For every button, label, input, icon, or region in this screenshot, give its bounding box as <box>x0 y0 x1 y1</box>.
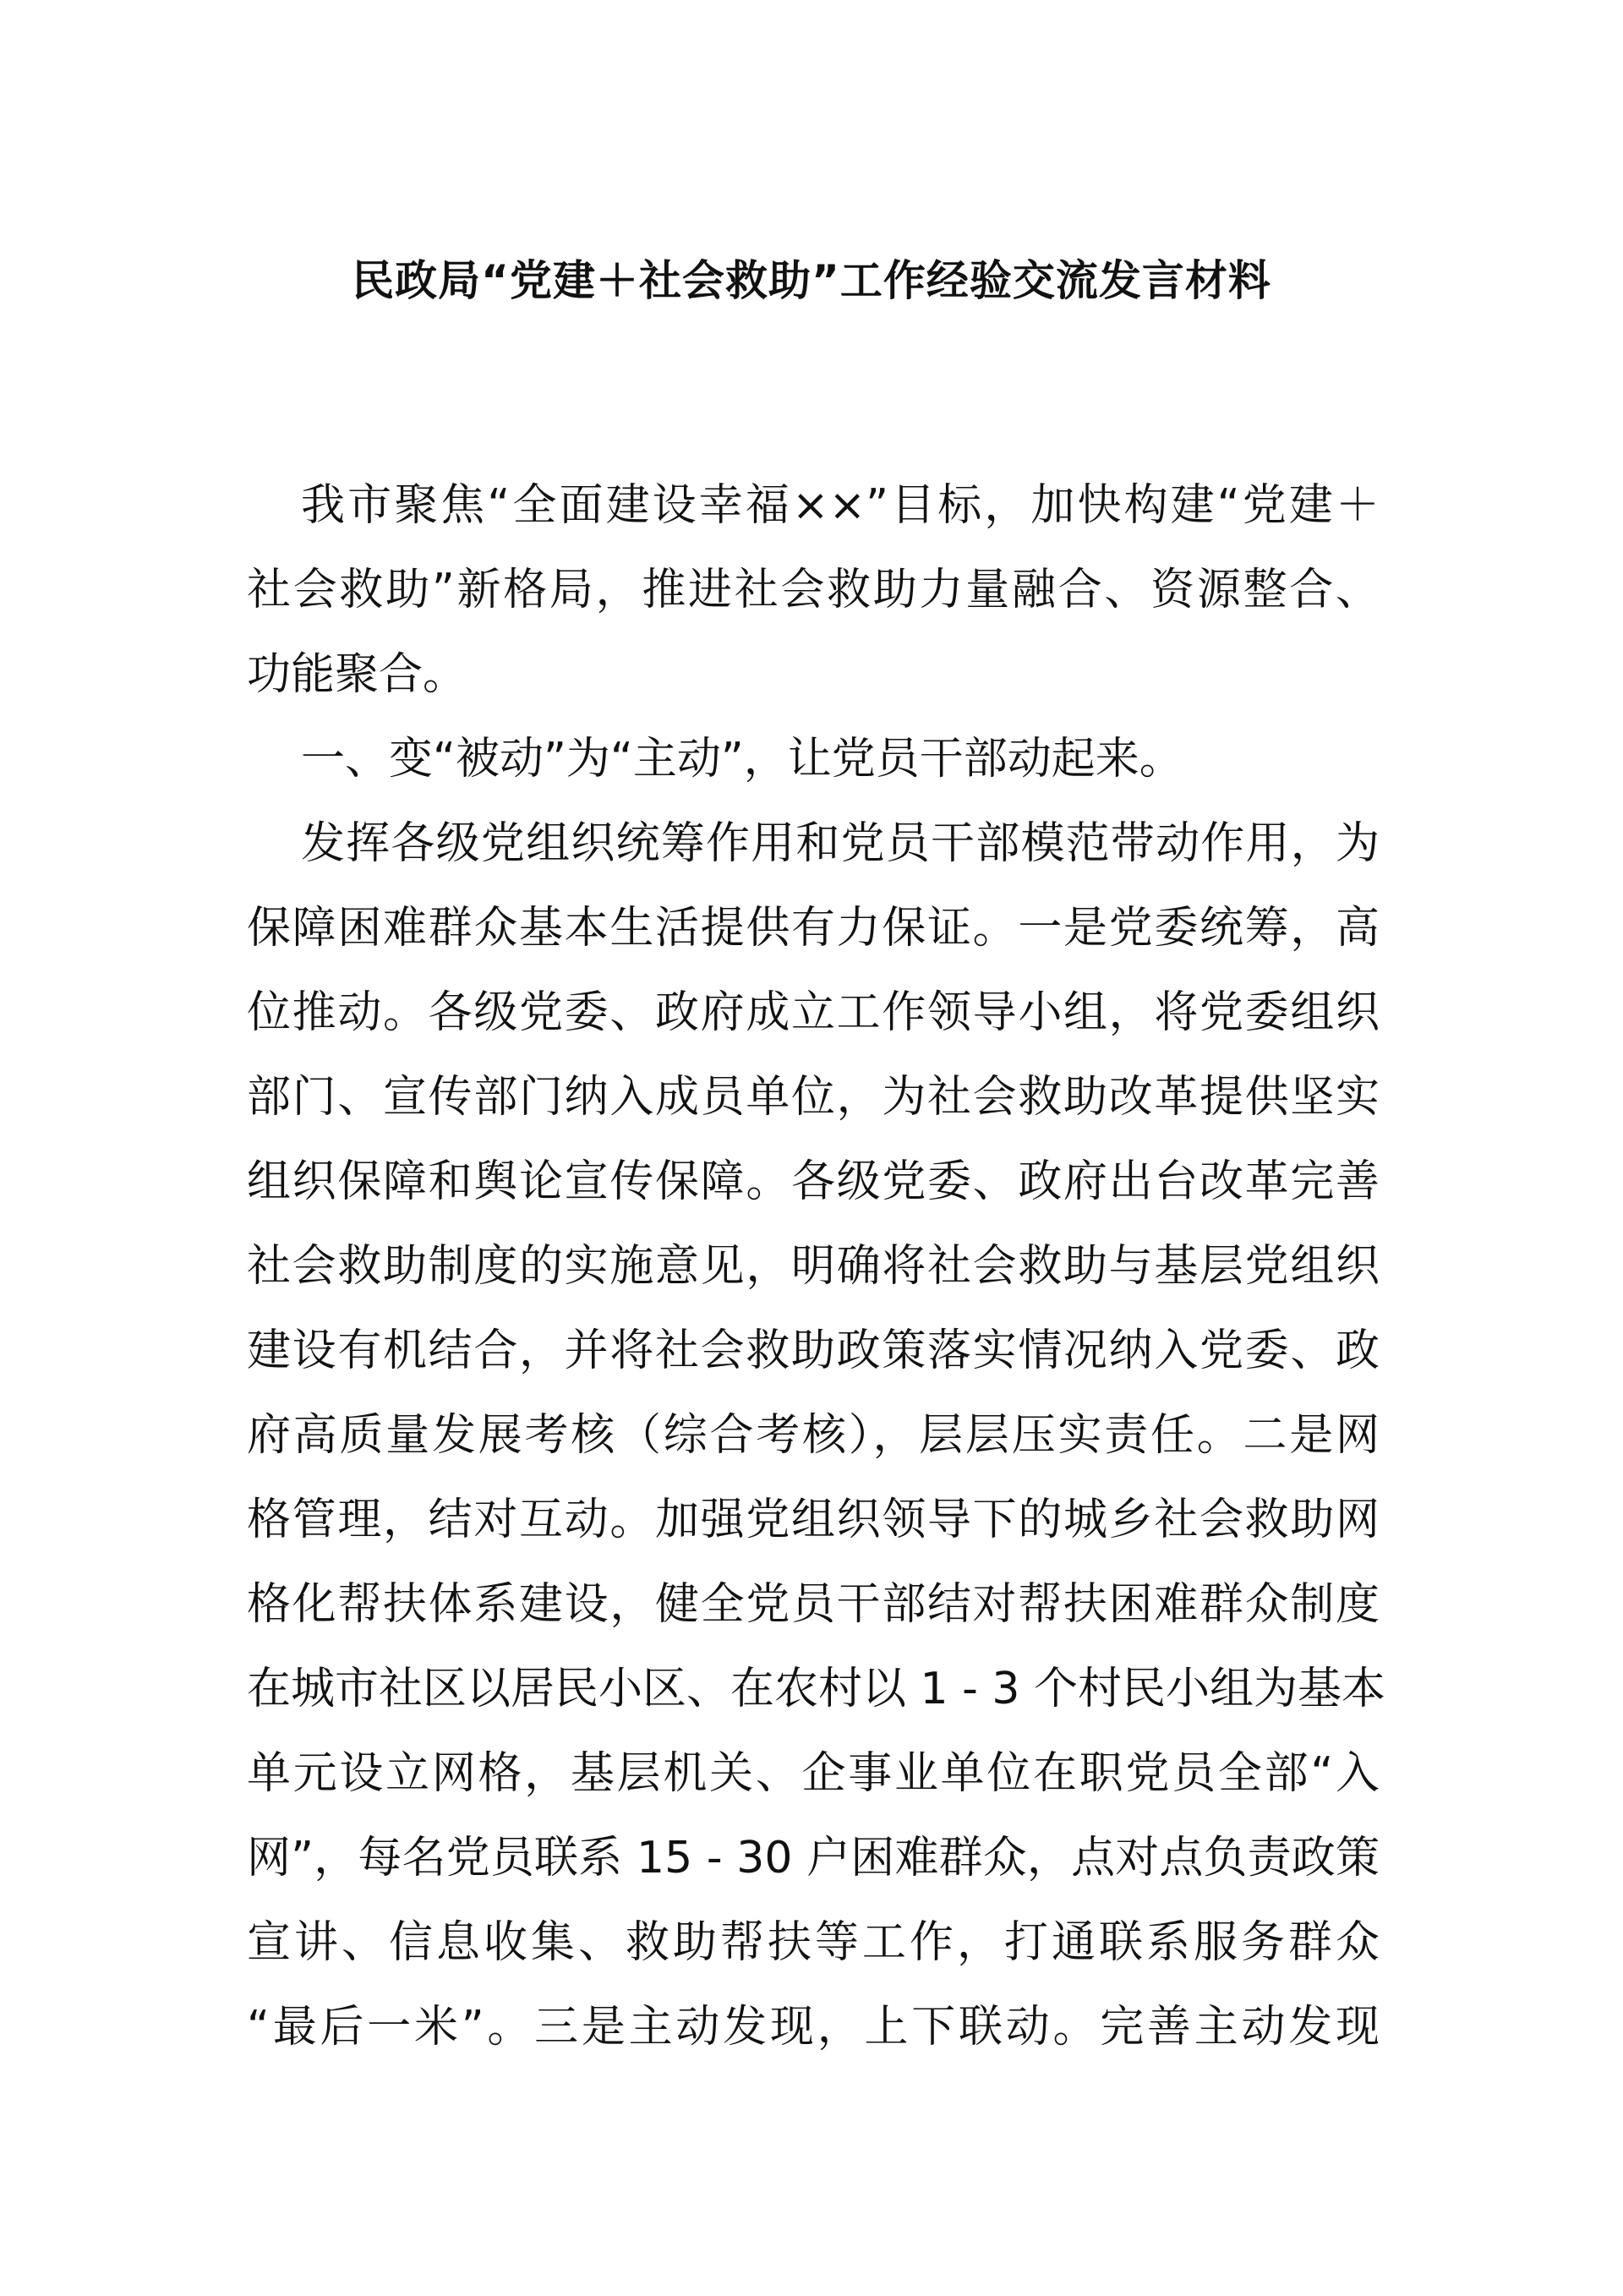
paragraph-line: 保障困难群众基本生活提供有力保证。一是党委统筹，高 <box>247 903 1380 954</box>
paragraph-line: 位推动。各级党委、政府成立工作领导小组，将党委组织 <box>247 987 1380 1038</box>
document-body <box>247 463 1386 2069</box>
document-title: 民政局“党建＋社会救助”工作经验交流发言材料 <box>352 256 1271 305</box>
paragraph-line: 发挥各级党组织统筹作用和党员干部模范带动作用，为 <box>301 818 1380 869</box>
paragraph-line: 单元设立网格，基层机关、企事业单位在职党员全部“入 <box>247 1748 1380 1799</box>
paragraph-line: 建设有机结合，并将社会救助政策落实情况纳入党委、政 <box>247 1326 1380 1376</box>
paragraph-line: 格化帮扶体系建设，健全党员干部结对帮扶困难群众制度 <box>247 1579 1380 1630</box>
paragraph-line: 我市聚焦“全面建设幸福××”目标，加快构建“党建＋ <box>301 480 1380 531</box>
paragraph-line: 组织保障和舆论宣传保障。各级党委、政府出台改革完善 <box>247 1156 1380 1207</box>
paragraph-line: 在城市社区以居民小区、在农村以 1 - 3 个村民小组为基本 <box>247 1664 1386 1714</box>
paragraph-line: 社会救助”新格局，推进社会救助力量融合、资源整合、 <box>247 565 1380 615</box>
paragraph-line: 功能聚合。 <box>247 649 467 700</box>
paragraph-line: 部门、宣传部门纳入成员单位，为社会救助改革提供坚实 <box>247 1072 1380 1123</box>
section-heading: 一、变“被动”为“主动”，让党员干部动起来。 <box>301 734 1183 784</box>
paragraph-line: 格管理，结对互动。加强党组织领导下的城乡社会救助网 <box>247 1495 1380 1545</box>
paragraph-line: 宣讲、信息收集、救助帮扶等工作，打通联系服务群众 <box>247 1917 1380 1968</box>
paragraph-line: “最后一米”。三是主动发现，上下联动。完善主动发现 <box>247 2002 1380 2053</box>
paragraph-line: 网”，每名党员联系 15 - 30 户困难群众，点对点负责政策 <box>247 1833 1380 1883</box>
paragraph-line: 社会救助制度的实施意见，明确将社会救助与基层党组织 <box>247 1241 1380 1292</box>
paragraph-line: 府高质量发展考核（综合考核），层层压实责任。二是网 <box>247 1410 1380 1461</box>
